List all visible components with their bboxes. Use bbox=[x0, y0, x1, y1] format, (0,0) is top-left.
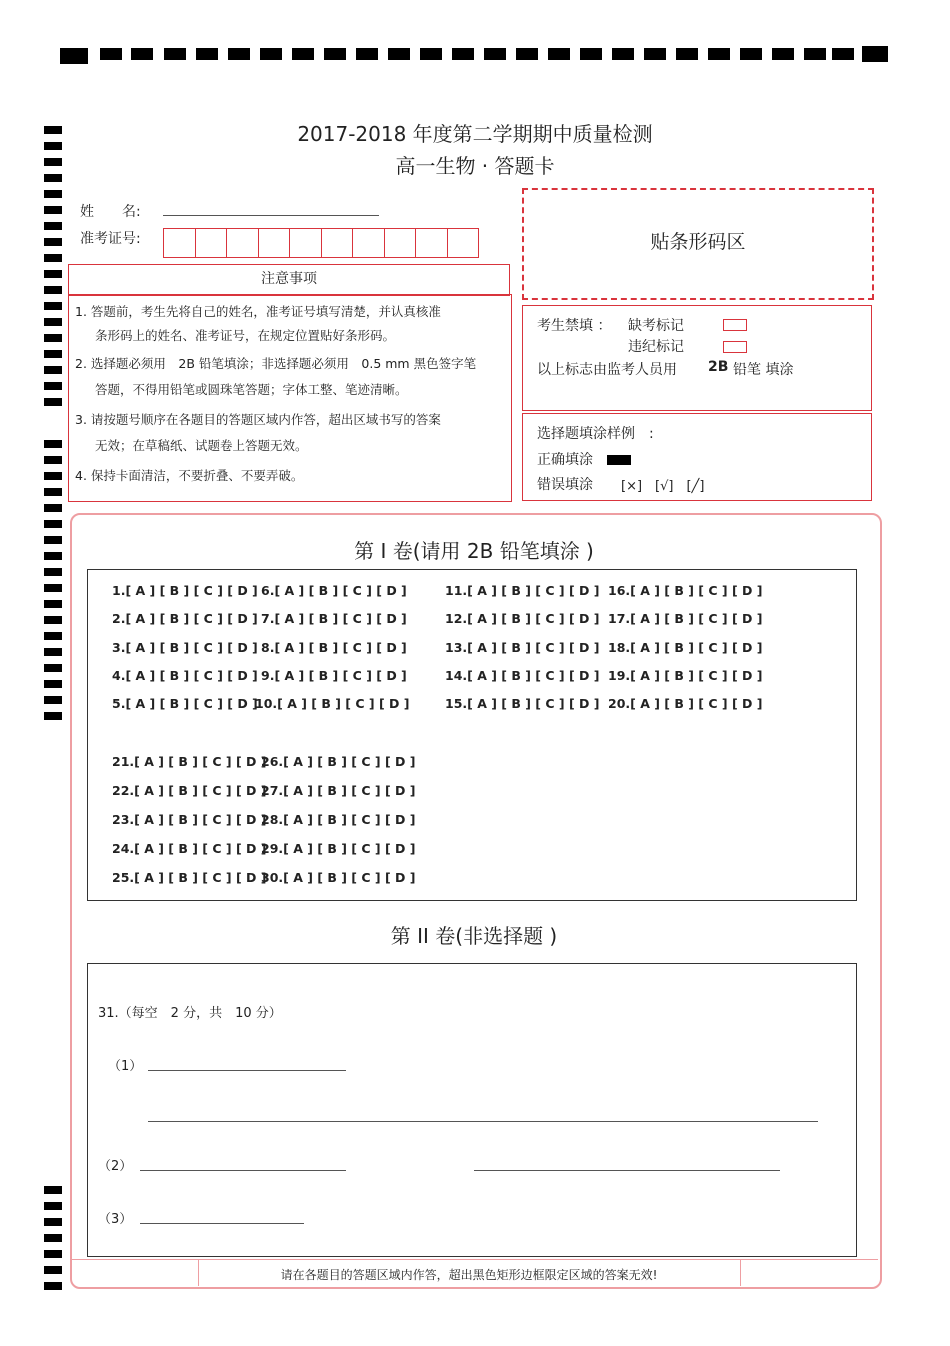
question-11[interactable]: 11.[ A ] [ B ] [ C ] [ D ] bbox=[445, 583, 600, 598]
question-4[interactable]: 4.[ A ] [ B ] [ C ] [ D ] bbox=[112, 668, 258, 683]
section1-title: 第 Ⅰ 卷(请用 2B 铅笔填涂 ) bbox=[354, 539, 594, 563]
footer-divider bbox=[740, 1260, 741, 1286]
question-26[interactable]: 26.[ A ] [ B ] [ C ] [ D ] bbox=[261, 754, 416, 769]
id-digit-box[interactable] bbox=[448, 229, 479, 257]
question-16[interactable]: 16.[ A ] [ B ] [ C ] [ D ] bbox=[608, 583, 763, 598]
notice-line: 3. 请按题号顺序在各题目的答题区域内作答，超出区域书写的答案 bbox=[75, 412, 441, 427]
notice-line: 2. 选择题必须用 2B 铅笔填涂；非选择题必须用 0.5 mm 黑色签字笔 bbox=[75, 356, 477, 371]
question-23[interactable]: 23.[ A ] [ B ] [ C ] [ D ] bbox=[112, 812, 267, 827]
barcode-area: 贴条形码区 bbox=[522, 188, 874, 300]
multiple-choice-box bbox=[87, 569, 857, 901]
answer-line[interactable] bbox=[148, 1121, 818, 1122]
question-13[interactable]: 13.[ A ] [ B ] [ C ] [ D ] bbox=[445, 640, 600, 655]
notice-line: 1. 答题前，考生先将自己的姓名，准考证号填写清楚，并认真核准 bbox=[75, 304, 441, 319]
q31-part2-label: （2） bbox=[98, 1159, 133, 1174]
id-number-boxes[interactable] bbox=[163, 228, 479, 258]
correct-fill-sample bbox=[607, 455, 631, 465]
notice-box bbox=[68, 294, 512, 502]
question-27[interactable]: 27.[ A ] [ B ] [ C ] [ D ] bbox=[261, 783, 416, 798]
note-prefix: 以上标志由监考人员用 bbox=[537, 362, 677, 378]
question-28[interactable]: 28.[ A ] [ B ] [ C ] [ D ] bbox=[261, 812, 416, 827]
id-digit-box[interactable] bbox=[353, 229, 385, 257]
question-12[interactable]: 12.[ A ] [ B ] [ C ] [ D ] bbox=[445, 611, 600, 626]
notice-line: 4. 保持卡面清洁，不要折叠、不要弄破。 bbox=[75, 468, 304, 483]
id-digit-box[interactable] bbox=[259, 229, 291, 257]
absent-mark-box[interactable] bbox=[723, 319, 747, 331]
question-21[interactable]: 21.[ A ] [ B ] [ C ] [ D ] bbox=[112, 754, 267, 769]
q31-part3-label: （3） bbox=[98, 1212, 133, 1227]
question-1[interactable]: 1.[ A ] [ B ] [ C ] [ D ] bbox=[112, 583, 258, 598]
id-digit-box[interactable] bbox=[322, 229, 354, 257]
id-label: 准考证号: bbox=[80, 231, 141, 247]
question-22[interactable]: 22.[ A ] [ B ] [ C ] [ D ] bbox=[112, 783, 267, 798]
page-title: 2017-2018 年度第二学期期中质量检测 bbox=[297, 122, 653, 146]
footer-top-rule bbox=[72, 1259, 878, 1260]
name-field[interactable] bbox=[163, 215, 379, 216]
id-digit-box[interactable] bbox=[385, 229, 417, 257]
answer-line[interactable] bbox=[474, 1170, 780, 1171]
invigilator-marks-box bbox=[522, 305, 872, 411]
wrong-label: 错误填涂 bbox=[537, 477, 593, 493]
question-19[interactable]: 19.[ A ] [ B ] [ C ] [ D ] bbox=[608, 668, 763, 683]
absent-label: 缺考标记 bbox=[628, 318, 684, 334]
q31-heading: 31.（每空 2 分，共 10 分） bbox=[98, 1006, 282, 1021]
note-suffix: 铅笔 填涂 bbox=[733, 362, 794, 378]
question-15[interactable]: 15.[ A ] [ B ] [ C ] [ D ] bbox=[445, 696, 600, 711]
id-digit-box[interactable] bbox=[227, 229, 259, 257]
notice-line: 条形码上的姓名、准考证号，在规定位置贴好条形码。 bbox=[95, 328, 396, 343]
question-5[interactable]: 5.[ A ] [ B ] [ C ] [ D ] bbox=[112, 696, 258, 711]
name-label: 姓 名: bbox=[80, 204, 141, 220]
question-10[interactable]: 10.[ A ] [ B ] [ C ] [ D ] bbox=[255, 696, 410, 711]
answer-line[interactable] bbox=[140, 1223, 304, 1224]
answer-line[interactable] bbox=[140, 1170, 346, 1171]
top-timing-marks bbox=[0, 0, 950, 70]
question-7[interactable]: 7.[ A ] [ B ] [ C ] [ D ] bbox=[261, 611, 407, 626]
question-6[interactable]: 6.[ A ] [ B ] [ C ] [ D ] bbox=[261, 583, 407, 598]
notice-line: 答题，不得用铅笔或圆珠笔答题；字体工整、笔迹清晰。 bbox=[95, 382, 408, 397]
question-14[interactable]: 14.[ A ] [ B ] [ C ] [ D ] bbox=[445, 668, 600, 683]
note-pencil: 2B bbox=[708, 359, 729, 375]
question-30[interactable]: 30.[ A ] [ B ] [ C ] [ D ] bbox=[261, 870, 416, 885]
id-digit-box[interactable] bbox=[416, 229, 448, 257]
question-25[interactable]: 25.[ A ] [ B ] [ C ] [ D ] bbox=[112, 870, 267, 885]
question-9[interactable]: 9.[ A ] [ B ] [ C ] [ D ] bbox=[261, 668, 407, 683]
notice-heading: 注意事项 bbox=[68, 264, 510, 296]
question-29[interactable]: 29.[ A ] [ B ] [ C ] [ D ] bbox=[261, 841, 416, 856]
forbidden-label: 考生禁填 ： bbox=[537, 318, 612, 334]
short-answer-box bbox=[87, 963, 857, 1257]
id-digit-box[interactable] bbox=[164, 229, 196, 257]
violation-label: 违纪标记 bbox=[628, 339, 684, 355]
question-17[interactable]: 17.[ A ] [ B ] [ C ] [ D ] bbox=[608, 611, 763, 626]
question-24[interactable]: 24.[ A ] [ B ] [ C ] [ D ] bbox=[112, 841, 267, 856]
sample-title: 选择题填涂样例 : bbox=[537, 426, 654, 442]
violation-mark-box[interactable] bbox=[723, 341, 747, 353]
wrong-marks: [×] [√] [╱] bbox=[621, 479, 705, 494]
question-20[interactable]: 20.[ A ] [ B ] [ C ] [ D ] bbox=[608, 696, 763, 711]
question-8[interactable]: 8.[ A ] [ B ] [ C ] [ D ] bbox=[261, 640, 407, 655]
question-3[interactable]: 3.[ A ] [ B ] [ C ] [ D ] bbox=[112, 640, 258, 655]
correct-label: 正确填涂 bbox=[537, 452, 593, 468]
id-digit-box[interactable] bbox=[290, 229, 322, 257]
fill-sample-box bbox=[522, 413, 872, 501]
notice-line: 无效；在草稿纸、试题卷上答题无效。 bbox=[95, 438, 308, 453]
question-18[interactable]: 18.[ A ] [ B ] [ C ] [ D ] bbox=[608, 640, 763, 655]
question-2[interactable]: 2.[ A ] [ B ] [ C ] [ D ] bbox=[112, 611, 258, 626]
footer-warning: 请在各题目的答题区域内作答，超出黑色矩形边框限定区域的答案无效! bbox=[280, 1268, 658, 1282]
page-subtitle: 高一生物 · 答题卡 bbox=[395, 154, 555, 178]
answer-line[interactable] bbox=[148, 1070, 346, 1071]
section2-title: 第 II 卷(非选择题 ) bbox=[390, 924, 558, 948]
q31-part1-label: （1） bbox=[108, 1059, 143, 1074]
left-timing-marks bbox=[0, 0, 70, 1346]
id-digit-box[interactable] bbox=[196, 229, 228, 257]
